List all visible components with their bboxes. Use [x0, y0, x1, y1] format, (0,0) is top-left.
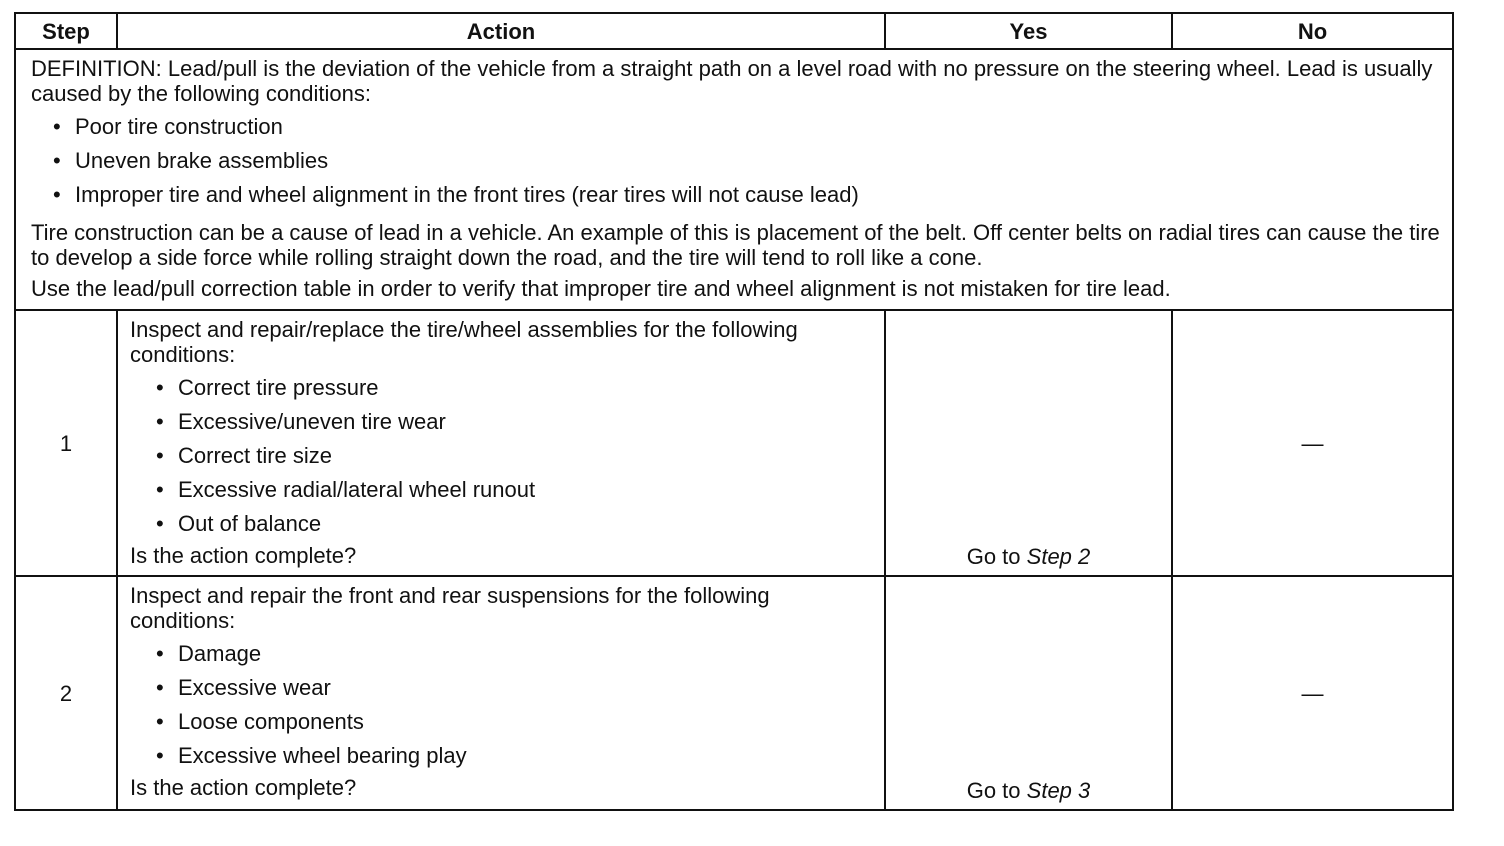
action-question: Is the action complete? — [130, 775, 357, 800]
cause-list — [31, 110, 1442, 212]
definition-intro: DEFINITION: Lead/pull is the deviation of the vehicle from a straight path on a level road with no pressure on the steering wheel. Lead is usually caused by the following conditions: — [31, 56, 1433, 106]
cause-item: • Improper tire and wheel alignment in the front tires (rear tires will not cause lead) — [53, 178, 1442, 212]
step-number: 1 — [15, 310, 117, 576]
yes-step-link: Step 2 — [1026, 544, 1091, 569]
cause-item: • Poor tire construction — [53, 110, 1442, 144]
no-cell: — — [1172, 310, 1453, 576]
condition-item: • Excessive/uneven tire wear — [156, 405, 874, 439]
definition-paragraph-3: Use the lead/pull correction table in order to verify that improper tire and wheel alignment is not mistaken for tire lead. — [31, 276, 1171, 301]
definition-cell — [15, 49, 1453, 310]
condition-list — [130, 371, 874, 541]
action-question: Is the action complete? — [130, 543, 357, 568]
no-cell: — — [1172, 576, 1453, 810]
condition-item: • Correct tire size — [156, 439, 874, 473]
header-step: Step — [15, 13, 117, 49]
condition-item: • Correct tire pressure — [156, 371, 874, 405]
definition-row — [15, 49, 1453, 310]
yes-cell — [885, 576, 1172, 810]
action-cell — [117, 310, 885, 576]
condition-item: • Excessive radial/lateral wheel runout — [156, 473, 874, 507]
condition-list — [130, 637, 874, 773]
condition-item: • Damage — [156, 637, 874, 671]
condition-item: • Excessive wear — [156, 671, 874, 705]
yes-cell — [885, 310, 1172, 576]
yes-step-link: Step 3 — [1026, 778, 1091, 803]
header-row — [15, 13, 1453, 49]
step-row — [15, 310, 1453, 576]
cause-item: • Uneven brake assemblies — [53, 144, 1442, 178]
header-no: No — [1172, 13, 1453, 49]
diagnostic-table — [14, 12, 1454, 811]
action-intro: Inspect and repair the front and rear suspensions for the following conditions: — [130, 583, 770, 633]
action-intro: Inspect and repair/replace the tire/wheel assemblies for the following conditions: — [130, 317, 798, 367]
definition-paragraph-2: Tire construction can be a cause of lead in a vehicle. An example of this is placement of the belt. Off center belts on radial tires can cause the tire to develop a side force while rolling straight down the road, and the tire will tend to roll like a cone. — [31, 220, 1440, 270]
yes-prefix: Go to — [966, 544, 1021, 569]
header-action: Action — [117, 13, 885, 49]
condition-item: • Excessive wheel bearing play — [156, 739, 874, 773]
header-yes: Yes — [885, 13, 1172, 49]
action-cell — [117, 576, 885, 810]
condition-item: • Loose components — [156, 705, 874, 739]
yes-prefix: Go to — [966, 778, 1021, 803]
step-number: 2 — [15, 576, 117, 810]
step-row — [15, 576, 1453, 810]
condition-item: • Out of balance — [156, 507, 874, 541]
